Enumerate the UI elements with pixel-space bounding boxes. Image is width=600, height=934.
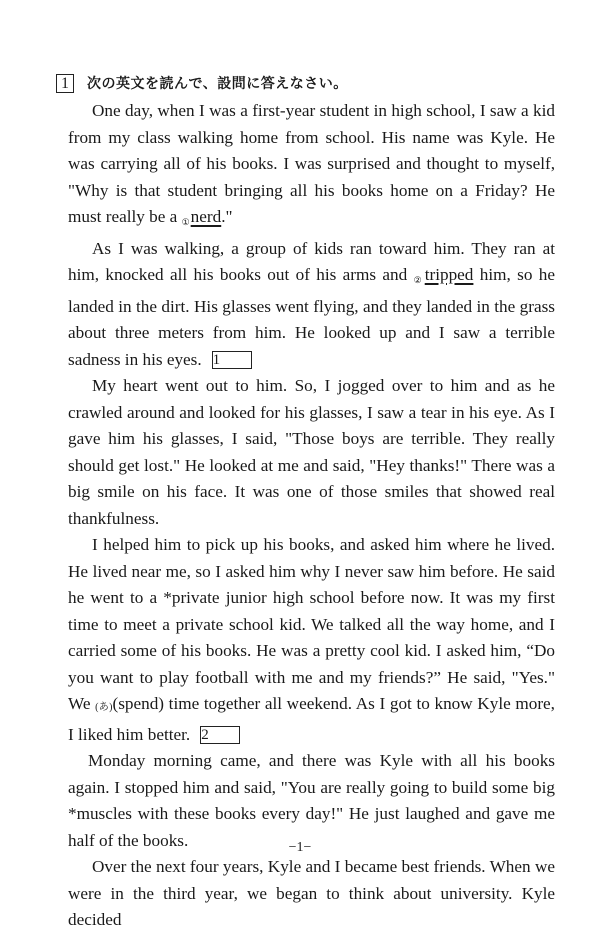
paragraph-text: One day, when I was a first-year student in high school, I saw a kid from my class walking home from school. His name was Kyle. He was carrying all of his books. I was surprised and thought to myself, "Why is that student bringing all his books home on a Friday? He must really be a: [68, 101, 555, 226]
page-number: −1−: [288, 840, 312, 855]
paragraph-text: As I was walking, a group of kids ran toward him. They ran at him, knocked all his books out of his arms and: [68, 238, 555, 284]
marker-2: ②: [413, 275, 424, 285]
underlined-tripped: tripped: [424, 265, 474, 284]
paragraph-2: [68, 236, 555, 374]
answer-blank-1: 1: [212, 351, 252, 369]
passage: [68, 98, 555, 934]
paragraph-4: [68, 532, 555, 748]
question-number-box: 1: [56, 74, 74, 93]
marker-a: (あ): [95, 702, 113, 713]
paragraph-5: Monday morning came, and there was Kyle with all his books again. I stopped him and said, "You are really going to build some big *muscles with these books every day!" He just laughed and gave me half of the books.: [68, 751, 555, 850]
marker-1: ①: [181, 217, 190, 227]
paragraph-6: Over the next four years, Kyle and I became best friends. When we were in the third year, we began to think about university. Kyle decided: [68, 857, 555, 929]
question-heading: [56, 73, 348, 93]
paragraph-text: (spend) time together all weekend. As I got to know Kyle more, I liked him better.: [68, 694, 555, 744]
answer-blank-2: 2: [200, 726, 240, 744]
paragraph-1: [68, 98, 555, 236]
paragraph-text: .": [221, 207, 233, 226]
paragraph-text: I helped him to pick up his books, and asked him where he lived. He lived near me, so I asked him why I never saw him before. He said he went to a *private junior high school before now. It was my first time to meet a private school kid. We talked all the way home, and I carried some of his books. He was a pretty cool kid. I asked him, “Do you want to play football with me and my friends?” He said, "Yes." We: [68, 535, 555, 713]
paragraph-text: him, so he landed in the dirt. His glasses went flying, and they landed in the grass about three meters from him. He looked up and I saw a terrible sadness in his eyes.: [68, 265, 555, 369]
paragraph-3: My heart went out to him. So, I jogged over to him and as he crawled around and looked for his glasses, I saw a tear in his eye. As I gave him his glasses, I said, "Those boys are terrible. They really should get lost." He looked at me and said, "Hey thanks!" There was a big smile on his face. It was one of those smiles that showed real thankfulness.: [68, 376, 555, 528]
question-instruction: 次の英文を読んで、設問に答えなさい。: [87, 77, 348, 92]
underlined-nerd: nerd: [190, 207, 222, 226]
